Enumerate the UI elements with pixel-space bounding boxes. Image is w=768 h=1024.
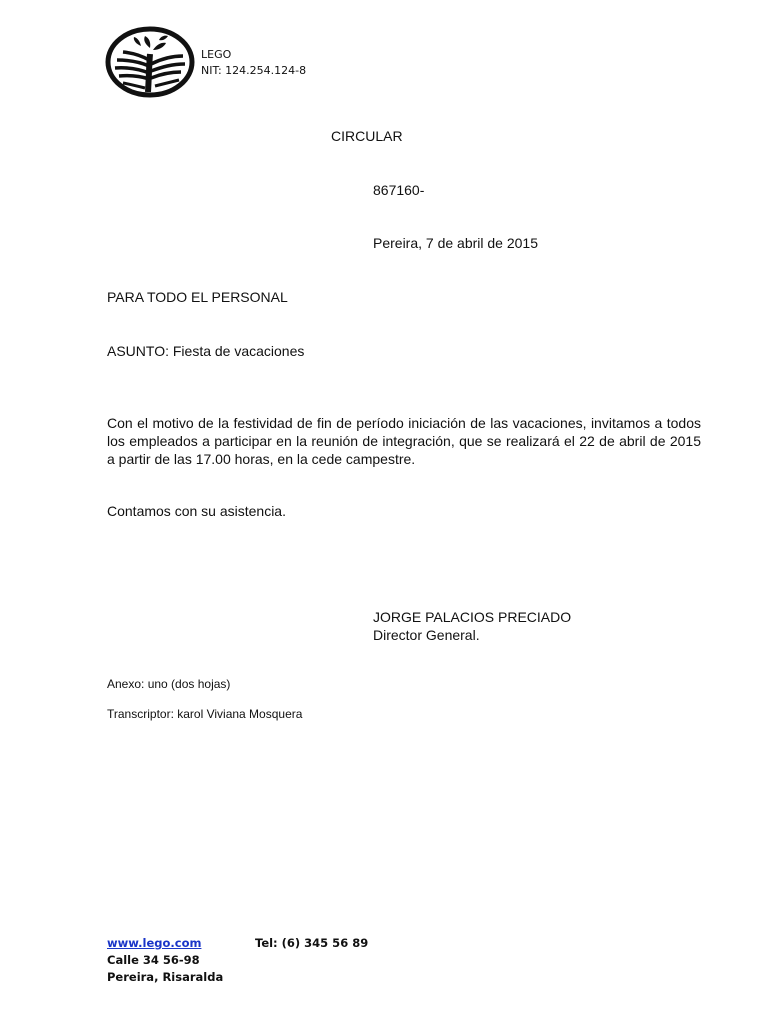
company-info [201,47,306,79]
circular-number: 867160- [373,182,425,198]
website-link[interactable]: www.lego.com [107,936,202,950]
footer-phone: Tel: (6) 345 56 89 [255,936,369,950]
signer-name: JORGE PALACIOS PRECIADO [373,609,572,625]
recipient: PARA TODO EL PERSONAL [107,289,288,305]
subject-line: ASUNTO: Fiesta de vacaciones [107,343,305,359]
footer-contact [107,935,223,986]
footer-address: Calle 34 56-98 [107,953,200,967]
tree-logo-icon [105,26,195,98]
annex-note: Anexo: uno (dos hojas) [107,677,231,691]
company-name: LEGO [201,48,232,61]
company-nit: NIT: 124.254.124-8 [201,64,307,77]
closing-line: Contamos con su asistencia. [107,503,286,519]
footer-city: Pereira, Risaralda [107,970,224,984]
body-paragraph: Con el motivo de la festividad de fin de período iniciación de las vacaciones, invitamos a todos los empleados a participar en la reunión de integración, que se realizará el 22 de abril de 2015 a partir de las 17.00 horas, en la cede campestre. [107,415,701,467]
signer-title: Director General. [373,627,480,643]
transcriptor-note: Transcriptor: karol Viviana Mosquera [107,707,303,721]
place-date: Pereira, 7 de abril de 2015 [373,235,538,251]
document-title: CIRCULAR [331,128,403,144]
